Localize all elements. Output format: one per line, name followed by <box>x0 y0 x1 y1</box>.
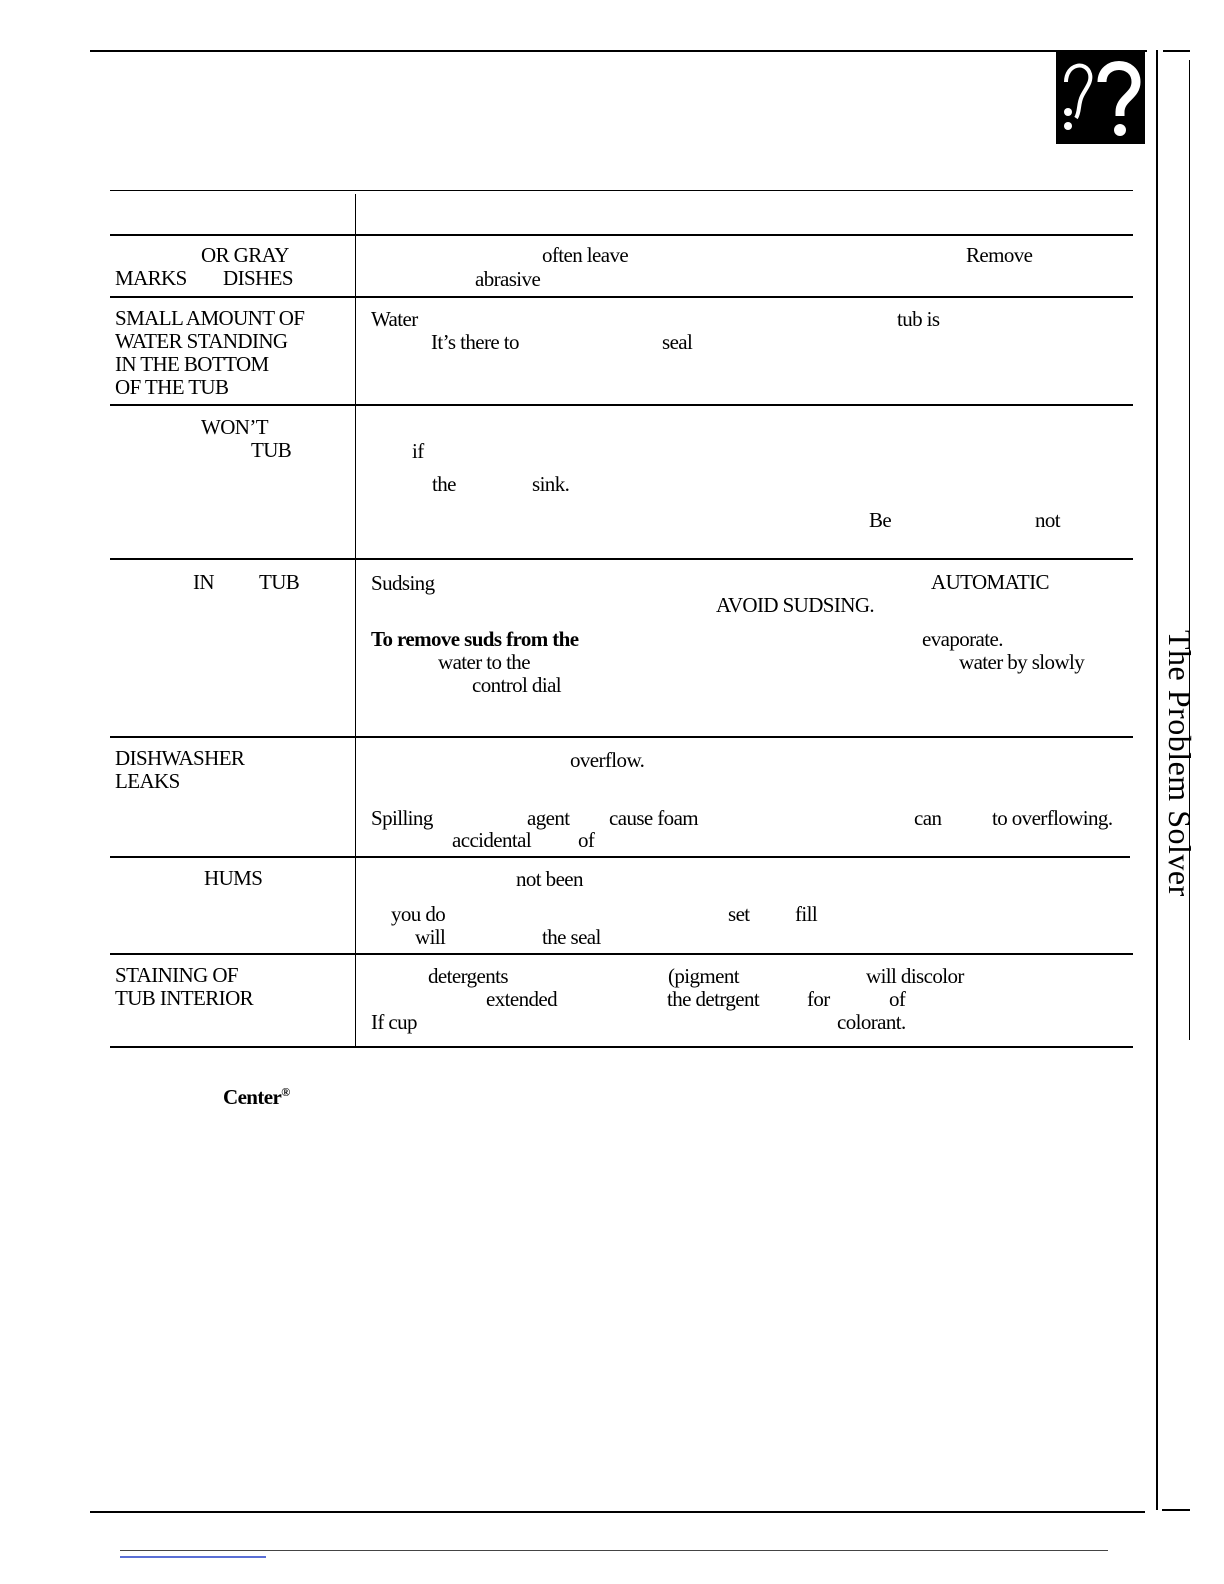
cause-fragment: of <box>578 828 595 852</box>
problem-line: OF THE TUB <box>115 375 229 399</box>
problem-line: STAINING OF <box>115 963 238 987</box>
footer-brand-note <box>223 1085 290 1110</box>
problem-line: TUB INTERIOR <box>115 986 254 1010</box>
bottom-link-underline <box>120 1556 266 1558</box>
row-rule-5 <box>110 736 1133 738</box>
footer-brand: Center <box>223 1085 282 1109</box>
cause-fragment: Sudsing <box>371 571 435 595</box>
cause-fragment: If cup <box>371 1010 417 1034</box>
cause-fragment: AVOID SUDSING. <box>716 593 875 617</box>
cause-fragment: set <box>728 902 750 926</box>
right-margin-rule <box>1156 50 1158 1510</box>
cause-fragment: evaporate. <box>922 627 1003 651</box>
cause-fragment: water by slowly <box>959 650 1085 674</box>
problem-line: LEAKS <box>115 769 180 793</box>
cause-fragment: Spilling <box>371 806 433 830</box>
cause-fragment: not been <box>516 867 583 891</box>
top-right-tick <box>1163 50 1190 52</box>
problem-line: DISHES <box>223 266 293 290</box>
cause-fragment: of <box>889 987 906 1011</box>
cause-fragment: sink. <box>532 472 570 496</box>
cause-fragment: if <box>412 439 424 463</box>
cause-fragment: (pigment <box>668 964 740 988</box>
cause-fragment: the <box>432 472 456 496</box>
cause-fragment: can <box>914 806 942 830</box>
cause-fragment: tub is <box>897 307 940 331</box>
cause-fragment: the seal <box>542 925 601 949</box>
cause-fragment: for <box>807 987 830 1011</box>
bottom-right-tick <box>1162 1509 1190 1511</box>
cause-fragment: cause foam <box>609 806 699 830</box>
cause-fragment: colorant. <box>837 1010 906 1034</box>
bottom-rule <box>90 1511 1145 1513</box>
cause-fragment: to overflowing. <box>992 806 1113 830</box>
problem-line: IN THE BOTTOM <box>115 352 269 376</box>
cause-fragment: will discolor <box>866 964 964 988</box>
row-rule-4 <box>110 558 1133 560</box>
problem-line: OR GRAY <box>201 243 289 267</box>
bottom-thin-rule <box>120 1550 1108 1551</box>
table-column-divider <box>355 194 356 1047</box>
row-rule-3 <box>110 404 1133 406</box>
row-rule-7 <box>110 953 1133 955</box>
cause-fragment: It’s there to <box>431 330 519 354</box>
row-rule-6 <box>110 856 1130 858</box>
problem-line: TUB <box>251 438 292 462</box>
cause-fragment: Water <box>371 307 418 331</box>
table-top-rule <box>110 190 1133 191</box>
cause-fragment: Remove <box>966 243 1033 267</box>
registered-mark: ® <box>281 1085 290 1099</box>
cause-fragment: fill <box>795 902 818 926</box>
problem-line: IN <box>193 570 214 594</box>
cause-fragment: AUTOMATIC <box>931 570 1049 594</box>
cause-fragment: Be <box>869 508 892 532</box>
cause-fragment: control dial <box>472 673 562 697</box>
cause-fragment: extended <box>486 987 557 1011</box>
ear-question-mark-icon <box>1056 52 1145 144</box>
cause-fragment: overflow. <box>570 748 645 772</box>
cause-fragment: will <box>415 925 446 949</box>
row-rule-1 <box>110 234 1133 236</box>
problem-line: WON’T <box>201 415 268 439</box>
cause-fragment: often leave <box>542 243 629 267</box>
section-side-label: The Problem Solver <box>1162 630 1198 897</box>
problem-line: DISHWASHER <box>115 746 245 770</box>
row-rule-2 <box>110 296 1133 298</box>
problem-line: WATER STANDING <box>115 329 288 353</box>
cause-fragment: water to the <box>438 650 530 674</box>
cause-fragment: agent <box>527 806 570 830</box>
problem-line: MARKS <box>115 266 187 290</box>
cause-fragment: you do <box>391 902 446 926</box>
problem-line: SMALL AMOUNT OF <box>115 306 305 330</box>
table-bottom-rule <box>110 1046 1133 1048</box>
cause-fragment: the detrgent <box>667 987 760 1011</box>
cause-fragment: seal <box>662 330 693 354</box>
cause-fragment: accidental <box>452 828 532 852</box>
problem-line: HUMS <box>204 866 263 890</box>
cause-fragment: not <box>1035 508 1061 532</box>
top-rule <box>90 50 1147 52</box>
problem-line: TUB <box>259 570 300 594</box>
cause-fragment: abrasive <box>475 267 541 291</box>
cause-fragment: detergents <box>428 964 508 988</box>
cause-fragment: To remove suds from the <box>371 627 579 651</box>
